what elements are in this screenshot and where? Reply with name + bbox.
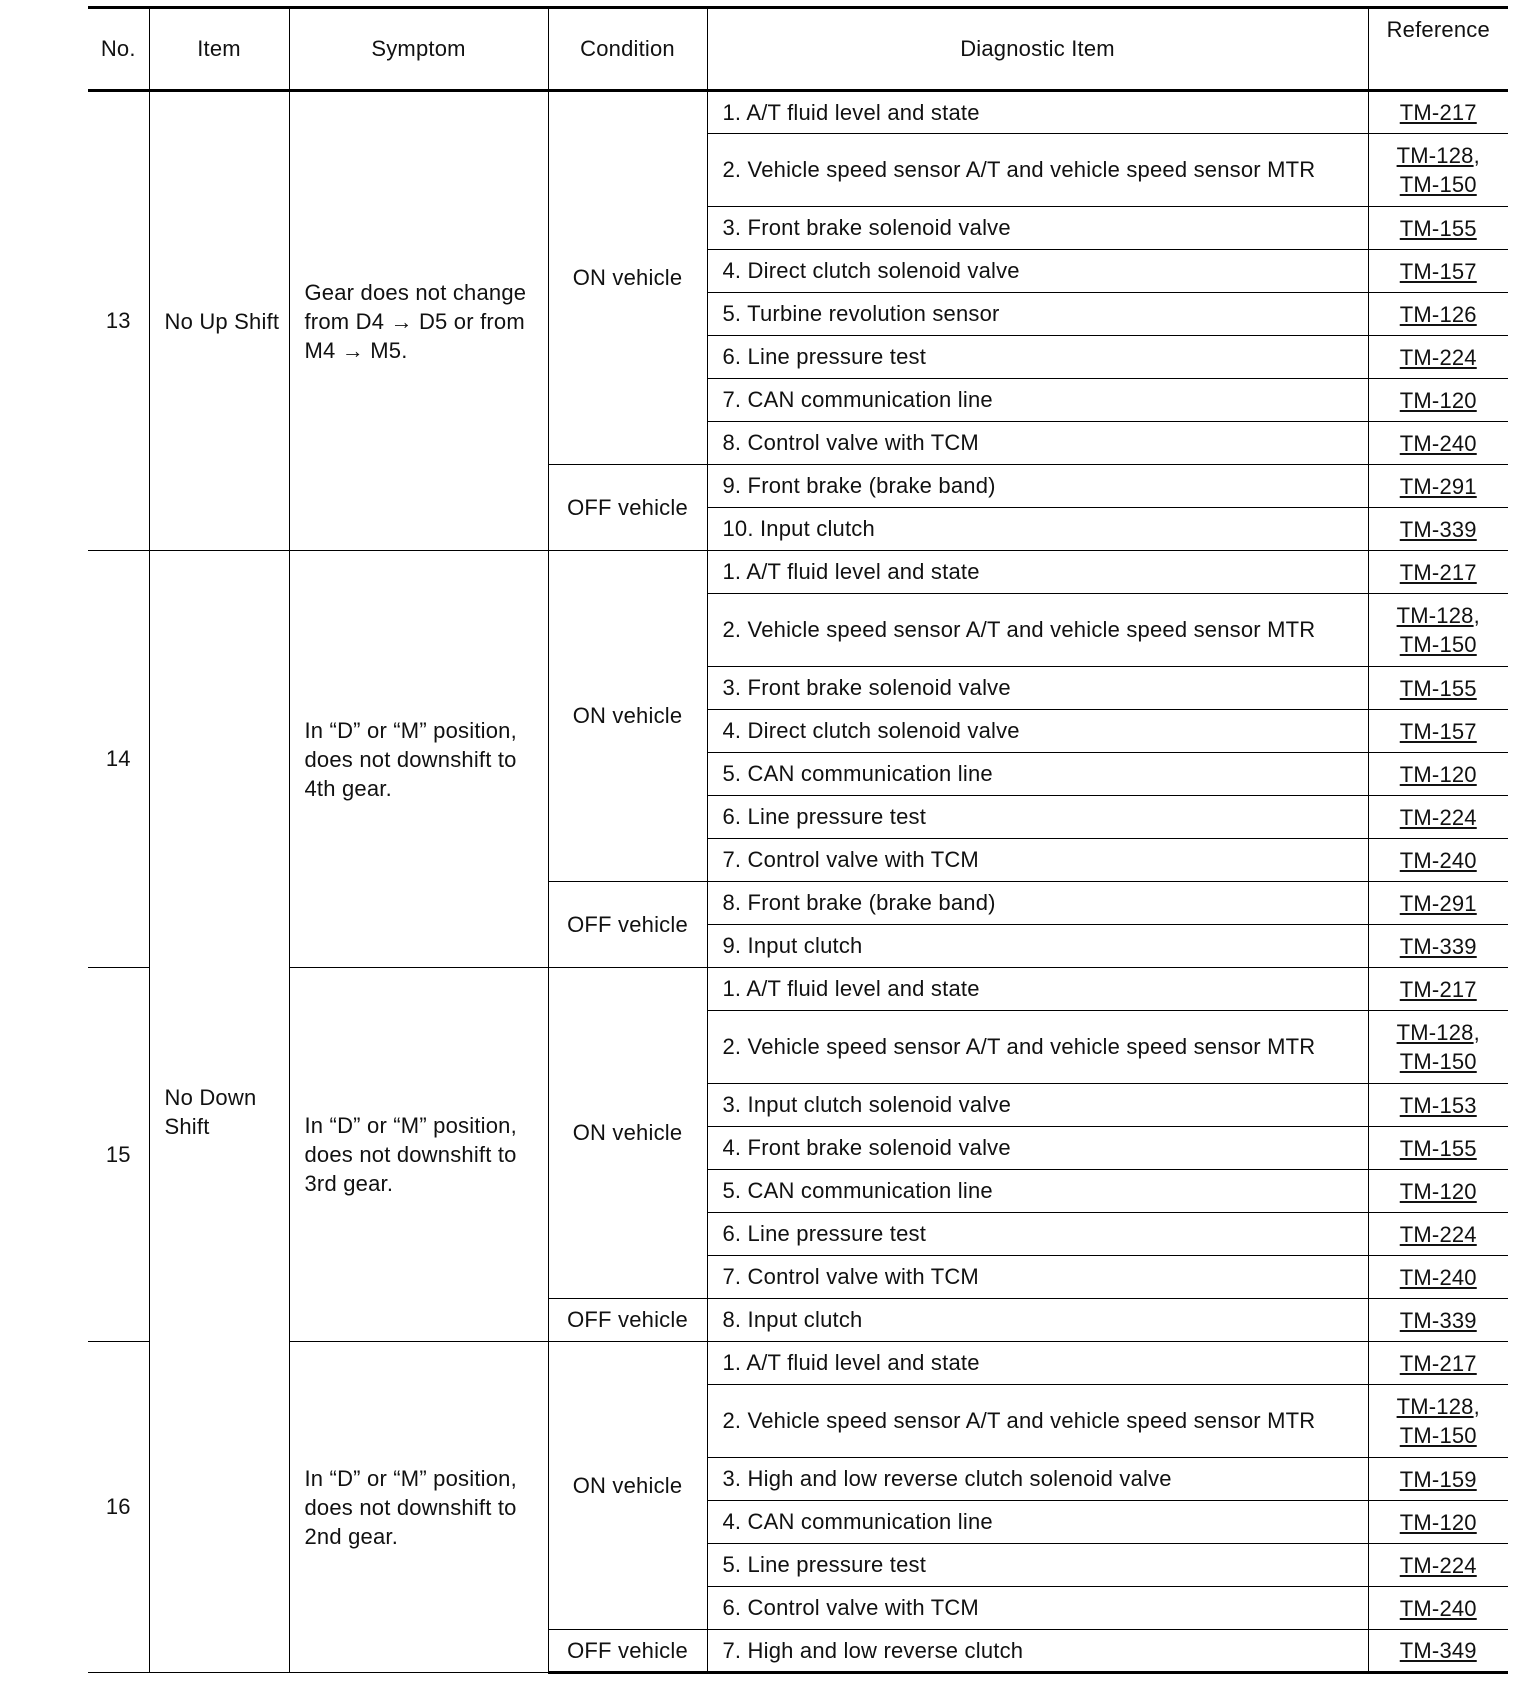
reference-cell: [1368, 594, 1508, 667]
reference-separator: ,: [1473, 1020, 1480, 1045]
reference-cell: [1368, 753, 1508, 796]
reference-line: [1369, 386, 1509, 415]
reference-line: [1369, 1551, 1509, 1580]
reference-cell: [1368, 1544, 1508, 1587]
diagnostic-item: 6. Control valve with TCM: [707, 1587, 1368, 1630]
reference-line: [1369, 630, 1509, 659]
reference-cell: [1368, 1587, 1508, 1630]
reference-cell: [1368, 422, 1508, 465]
condition-cell: OFF vehicle: [548, 882, 707, 968]
reference-link[interactable]: TM-339: [1399, 516, 1477, 542]
reference-link[interactable]: TM-150: [1399, 632, 1477, 657]
diagnostic-item: 2. Vehicle speed sensor A/T and vehicle speed sensor MTR: [707, 1385, 1368, 1458]
reference-line: [1369, 472, 1509, 501]
diagnostic-item: 3. Input clutch solenoid valve: [707, 1084, 1368, 1127]
reference-line: [1369, 98, 1509, 127]
reference-link[interactable]: TM-339: [1399, 1307, 1477, 1333]
table-row: [88, 968, 1508, 1011]
item-cell: No Up Shift: [149, 91, 289, 551]
diagnostic-item: 7. Control valve with TCM: [707, 839, 1368, 882]
reference-link[interactable]: TM-291: [1399, 890, 1477, 916]
reference-link[interactable]: TM-159: [1399, 1466, 1477, 1492]
reference-line: [1369, 141, 1509, 170]
header-no: No.: [88, 8, 149, 91]
header-diagnostic-item: Diagnostic Item: [707, 8, 1368, 91]
reference-line: [1369, 170, 1509, 199]
reference-line: [1369, 214, 1509, 243]
reference-cell: [1368, 1084, 1508, 1127]
reference-link[interactable]: TM-240: [1399, 1264, 1477, 1290]
reference-line: [1369, 1047, 1509, 1076]
reference-list: [1369, 1392, 1509, 1450]
condition-cell: OFF vehicle: [548, 465, 707, 551]
reference-line: [1369, 1091, 1509, 1120]
header-symptom: Symptom: [289, 8, 548, 91]
reference-list: [1369, 1263, 1509, 1292]
reference-line: [1369, 1349, 1509, 1378]
reference-line: [1369, 1508, 1509, 1537]
reference-link[interactable]: TM-126: [1399, 301, 1477, 327]
diagnostic-item: 4. Direct clutch solenoid valve: [707, 250, 1368, 293]
reference-link[interactable]: TM-150: [1399, 172, 1477, 197]
reference-list: [1369, 214, 1509, 243]
reference-list: [1369, 386, 1509, 415]
reference-line: [1369, 1421, 1509, 1450]
table-header: [88, 8, 1508, 91]
diagnostic-item: 6. Line pressure test: [707, 796, 1368, 839]
reference-cell: [1368, 710, 1508, 753]
diagnostic-item: 3. High and low reverse clutch solenoid valve: [707, 1458, 1368, 1501]
diagnostic-table: [88, 6, 1508, 1674]
symptom-cell: In “D” or “M” position, does not downshift to 4th gear.: [289, 551, 548, 968]
reference-cell: [1368, 293, 1508, 336]
reference-list: [1369, 889, 1509, 918]
reference-cell: [1368, 91, 1508, 134]
reference-line: [1369, 1263, 1509, 1292]
table-row: [88, 91, 1508, 134]
diagnostic-item: 6. Line pressure test: [707, 336, 1368, 379]
reference-link[interactable]: TM-339: [1399, 933, 1477, 959]
reference-line: [1369, 674, 1509, 703]
reference-list: [1369, 1134, 1509, 1163]
reference-cell: [1368, 1170, 1508, 1213]
reference-list: [1369, 1306, 1509, 1335]
condition-cell: ON vehicle: [548, 551, 707, 882]
diagnostic-item: 8. Control valve with TCM: [707, 422, 1368, 465]
reference-line: [1369, 343, 1509, 372]
reference-line: [1369, 717, 1509, 746]
diagnostic-item: 9. Front brake (brake band): [707, 465, 1368, 508]
reference-link[interactable]: TM-240: [1399, 1595, 1477, 1621]
reference-link[interactable]: TM-120: [1399, 1509, 1477, 1535]
reference-cell: [1368, 1458, 1508, 1501]
reference-line: [1369, 1306, 1509, 1335]
reference-line: [1369, 1594, 1509, 1623]
diagnostic-item: 4. Front brake solenoid valve: [707, 1127, 1368, 1170]
diagnostic-item: 8. Front brake (brake band): [707, 882, 1368, 925]
reference-list: [1369, 429, 1509, 458]
reference-line: [1369, 300, 1509, 329]
diagnostic-item: 6. Line pressure test: [707, 1213, 1368, 1256]
reference-cell: [1368, 250, 1508, 293]
reference-cell: [1368, 1630, 1508, 1673]
reference-cell: [1368, 968, 1508, 1011]
reference-line: [1369, 846, 1509, 875]
reference-line: [1369, 975, 1509, 1004]
reference-cell: [1368, 796, 1508, 839]
reference-line: [1369, 429, 1509, 458]
reference-separator: ,: [1473, 1394, 1480, 1419]
reference-cell: [1368, 839, 1508, 882]
reference-cell: [1368, 1011, 1508, 1084]
diagnostic-item: 5. CAN communication line: [707, 1170, 1368, 1213]
table-row: [88, 1342, 1508, 1385]
reference-list: [1369, 1551, 1509, 1580]
reference-cell: [1368, 1256, 1508, 1299]
diagnostic-item: 7. Control valve with TCM: [707, 1256, 1368, 1299]
diagnostic-item: 5. Turbine revolution sensor: [707, 293, 1368, 336]
reference-list: [1369, 1220, 1509, 1249]
reference-line: [1369, 601, 1509, 630]
reference-cell: [1368, 207, 1508, 250]
condition-cell: OFF vehicle: [548, 1630, 707, 1673]
reference-list: [1369, 257, 1509, 286]
header-item: Item: [149, 8, 289, 91]
reference-cell: [1368, 1127, 1508, 1170]
reference-list: [1369, 515, 1509, 544]
reference-cell: [1368, 551, 1508, 594]
reference-cell: [1368, 1299, 1508, 1342]
reference-cell: [1368, 882, 1508, 925]
reference-cell: [1368, 1342, 1508, 1385]
diagnostic-item: 5. Line pressure test: [707, 1544, 1368, 1587]
reference-link[interactable]: TM-217: [1399, 1350, 1477, 1376]
reference-link[interactable]: TM-155: [1399, 215, 1477, 241]
diagnostic-item: 7. CAN communication line: [707, 379, 1368, 422]
reference-line: [1369, 1636, 1509, 1665]
table-body: [88, 91, 1508, 1673]
row-number: 16: [88, 1342, 149, 1673]
reference-link[interactable]: TM-155: [1399, 1135, 1477, 1161]
reference-link[interactable]: TM-224: [1399, 1221, 1477, 1247]
reference-list: [1369, 717, 1509, 746]
reference-list: [1369, 300, 1509, 329]
diagnostic-item: 4. CAN communication line: [707, 1501, 1368, 1544]
reference-link[interactable]: TM-128: [1396, 143, 1474, 168]
reference-cell: [1368, 465, 1508, 508]
reference-link[interactable]: TM-240: [1399, 430, 1477, 456]
diagnostic-item: 3. Front brake solenoid valve: [707, 207, 1368, 250]
diagnostic-item: 2. Vehicle speed sensor A/T and vehicle speed sensor MTR: [707, 594, 1368, 667]
reference-list: [1369, 1018, 1509, 1076]
reference-link[interactable]: TM-120: [1399, 761, 1477, 787]
row-number: 13: [88, 91, 149, 551]
reference-line: [1369, 760, 1509, 789]
reference-list: [1369, 1636, 1509, 1665]
reference-link[interactable]: TM-150: [1399, 1423, 1477, 1448]
diagnostic-item: 7. High and low reverse clutch: [707, 1630, 1368, 1673]
reference-line: [1369, 515, 1509, 544]
reference-link[interactable]: TM-120: [1399, 1178, 1477, 1204]
row-number: 14: [88, 551, 149, 968]
reference-separator: ,: [1473, 143, 1480, 168]
diagnostic-item: 5. CAN communication line: [707, 753, 1368, 796]
reference-link[interactable]: TM-217: [1399, 559, 1477, 585]
diagnostic-item: 4. Direct clutch solenoid valve: [707, 710, 1368, 753]
reference-link[interactable]: TM-349: [1399, 1638, 1477, 1663]
diagnostic-item: 8. Input clutch: [707, 1299, 1368, 1342]
condition-cell: ON vehicle: [548, 1342, 707, 1630]
reference-cell: [1368, 336, 1508, 379]
reference-list: [1369, 932, 1509, 961]
reference-cell: [1368, 134, 1508, 207]
reference-link[interactable]: TM-128: [1396, 1394, 1474, 1419]
reference-list: [1369, 1594, 1509, 1623]
reference-cell: [1368, 1385, 1508, 1458]
diagnostic-item: 3. Front brake solenoid valve: [707, 667, 1368, 710]
diagnostic-item: 1. A/T fluid level and state: [707, 1342, 1368, 1385]
reference-separator: ,: [1473, 603, 1480, 628]
reference-cell: [1368, 1213, 1508, 1256]
condition-cell: ON vehicle: [548, 91, 707, 465]
reference-list: [1369, 98, 1509, 127]
reference-link[interactable]: TM-224: [1399, 804, 1477, 830]
reference-line: [1369, 1177, 1509, 1206]
reference-link[interactable]: TM-150: [1399, 1049, 1477, 1074]
condition-cell: OFF vehicle: [548, 1299, 707, 1342]
symptom-cell: In “D” or “M” position, does not downshift to 3rd gear.: [289, 968, 548, 1342]
reference-link[interactable]: TM-224: [1399, 1552, 1477, 1578]
reference-line: [1369, 932, 1509, 961]
reference-cell: [1368, 508, 1508, 551]
reference-list: [1369, 141, 1509, 199]
reference-list: [1369, 846, 1509, 875]
reference-link[interactable]: TM-128: [1396, 1020, 1474, 1045]
reference-line: [1369, 1392, 1509, 1421]
header-reference: Reference: [1368, 8, 1508, 91]
diagnostic-item: 9. Input clutch: [707, 925, 1368, 968]
reference-link[interactable]: TM-217: [1399, 100, 1477, 125]
reference-line: [1369, 803, 1509, 832]
reference-list: [1369, 1508, 1509, 1537]
diagnostic-item: 1. A/T fluid level and state: [707, 968, 1368, 1011]
item-cell: No Down Shift: [149, 551, 289, 1673]
reference-cell: [1368, 1501, 1508, 1544]
reference-list: [1369, 760, 1509, 789]
header-row: [88, 8, 1508, 91]
reference-line: [1369, 1465, 1509, 1494]
reference-list: [1369, 1091, 1509, 1120]
table-row: [88, 551, 1508, 594]
diagnostic-item: 2. Vehicle speed sensor A/T and vehicle speed sensor MTR: [707, 1011, 1368, 1084]
reference-line: [1369, 558, 1509, 587]
symptom-cell: In “D” or “M” position, does not downshift to 2nd gear.: [289, 1342, 548, 1673]
reference-list: [1369, 1465, 1509, 1494]
reference-list: [1369, 558, 1509, 587]
reference-list: [1369, 975, 1509, 1004]
diagnostic-item: 2. Vehicle speed sensor A/T and vehicle speed sensor MTR: [707, 134, 1368, 207]
reference-link[interactable]: TM-157: [1399, 258, 1477, 284]
reference-line: [1369, 1134, 1509, 1163]
reference-list: [1369, 343, 1509, 372]
reference-link[interactable]: TM-155: [1399, 675, 1477, 701]
reference-line: [1369, 1018, 1509, 1047]
reference-cell: [1368, 379, 1508, 422]
reference-list: [1369, 601, 1509, 659]
condition-cell: ON vehicle: [548, 968, 707, 1299]
reference-link[interactable]: TM-224: [1399, 344, 1477, 370]
reference-list: [1369, 1177, 1509, 1206]
reference-cell: [1368, 925, 1508, 968]
diagnostic-item: 1. A/T fluid level and state: [707, 91, 1368, 134]
reference-line: [1369, 889, 1509, 918]
row-number: 15: [88, 968, 149, 1342]
reference-line: [1369, 257, 1509, 286]
diagnostic-item: 10. Input clutch: [707, 508, 1368, 551]
reference-link[interactable]: TM-157: [1399, 718, 1477, 744]
reference-link[interactable]: TM-291: [1399, 473, 1477, 499]
reference-line: [1369, 1220, 1509, 1249]
diagnostic-item: 1. A/T fluid level and state: [707, 551, 1368, 594]
reference-link[interactable]: TM-128: [1396, 603, 1474, 628]
reference-link[interactable]: TM-240: [1399, 847, 1477, 873]
reference-list: [1369, 1349, 1509, 1378]
reference-link[interactable]: TM-217: [1399, 976, 1477, 1002]
reference-link[interactable]: TM-153: [1399, 1092, 1477, 1118]
symptom-cell: Gear does not change from D4 → D5 or from M4 → M5.: [289, 91, 548, 551]
reference-list: [1369, 674, 1509, 703]
reference-list: [1369, 472, 1509, 501]
reference-list: [1369, 803, 1509, 832]
reference-cell: [1368, 667, 1508, 710]
header-condition: Condition: [548, 8, 707, 91]
reference-link[interactable]: TM-120: [1399, 387, 1477, 413]
